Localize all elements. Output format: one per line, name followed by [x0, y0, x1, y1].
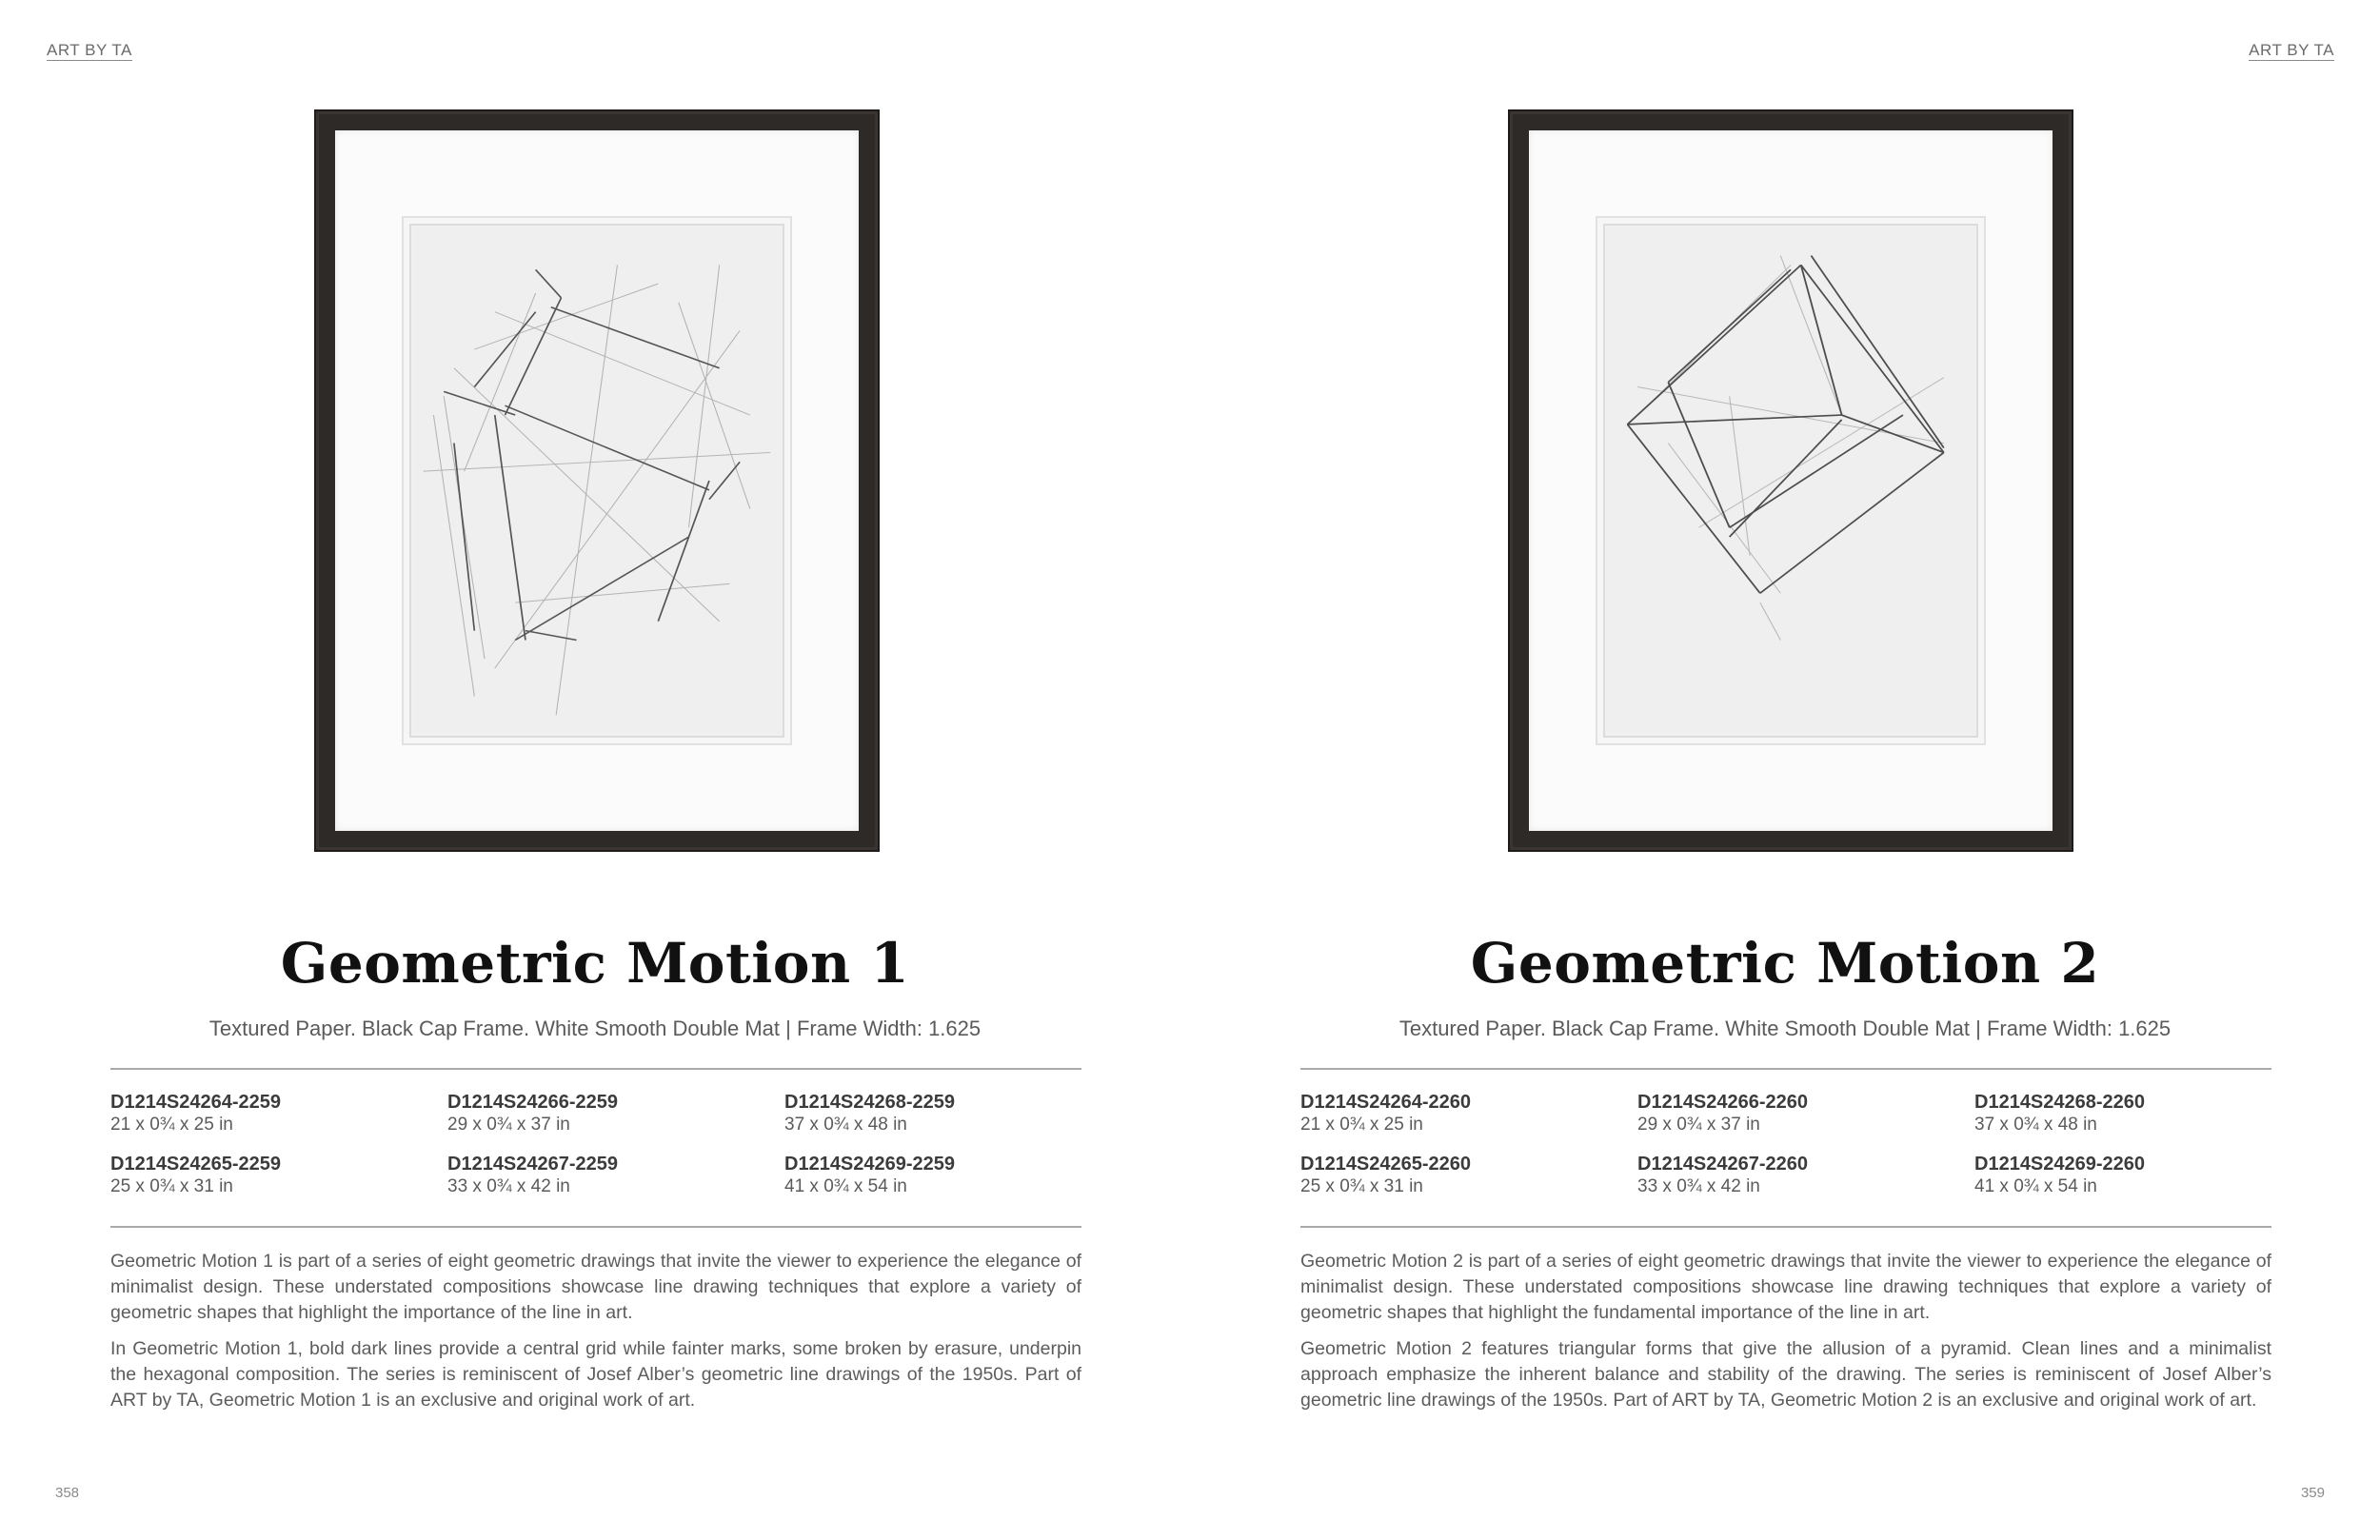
sku-size: 21 x 0¾ x 25 in: [1300, 1115, 1423, 1135]
sku-code: D1214S24267-2259: [447, 1154, 619, 1175]
sku-item: [110, 1091, 447, 1136]
sku-code: D1214S24265-2259: [110, 1154, 282, 1175]
artwork-outer-mat: [335, 130, 859, 831]
sku-size: 21 x 0¾ x 25 in: [110, 1115, 233, 1135]
sku-item: [1974, 1153, 2271, 1198]
product-description: [1300, 1249, 2271, 1424]
sku-size: 37 x 0¾ x 48 in: [1974, 1115, 2097, 1135]
product-title: Geometric Motion 1: [280, 931, 910, 996]
sku-code: D1214S24264-2260: [1300, 1092, 1472, 1113]
sku-code: D1214S24267-2260: [1637, 1154, 1809, 1175]
sku-size: 25 x 0¾ x 31 in: [110, 1176, 233, 1196]
sku-size: 33 x 0¾ x 42 in: [447, 1176, 570, 1196]
sku-item: [1637, 1153, 1974, 1198]
artwork-inner-mat: [402, 216, 792, 745]
pyramid-drawing-svg: [1607, 227, 1974, 734]
sku-size: 37 x 0¾ x 48 in: [784, 1115, 907, 1135]
pyramid-line-drawing: [1607, 227, 1974, 734]
divider: [1300, 1068, 2271, 1070]
sku-item: [1300, 1091, 1637, 1136]
divider: [110, 1226, 1081, 1228]
sku-size: 33 x 0¾ x 42 in: [1637, 1176, 1760, 1196]
sku-size: 25 x 0¾ x 31 in: [1300, 1176, 1423, 1196]
artwork-outer-mat: [1529, 130, 2053, 831]
framed-artwork-image: [314, 109, 880, 852]
description-paragraph: Geometric Motion 2 features triangular forms that give the allusion of a pyramid. Clean lines and a minimalist approach emphasize the inherent balance and stability of the drawing. The series is reminiscent of Josef Alber’s geometric line drawings of the 1950s. Part of ART by TA, Geometric Motion 2 is an exclusive and original work of art.: [1300, 1338, 2271, 1411]
sku-item: [110, 1153, 447, 1198]
sku-code: D1214S24269-2260: [1974, 1154, 2146, 1175]
description-paragraph: Geometric Motion 1 is part of a series of eight geometric drawings that invite the viewer to experience the elegance of minimalist design. These understated compositions showcase line drawing techniques that explore a variety of geometric shapes that highlight the importance of the line in art.: [110, 1251, 1081, 1323]
sku-list: [110, 1091, 1081, 1198]
sku-item: [1974, 1091, 2271, 1136]
sku-item: [447, 1091, 784, 1136]
sku-item: [784, 1091, 1081, 1136]
sku-item: [1300, 1153, 1637, 1198]
sku-code: D1214S24269-2259: [784, 1154, 956, 1175]
sku-code: D1214S24265-2260: [1300, 1154, 1472, 1175]
framed-artwork-image: [1508, 109, 2073, 852]
sku-code: D1214S24266-2260: [1637, 1092, 1809, 1113]
sku-size: 29 x 0¾ x 37 in: [1637, 1115, 1760, 1135]
sku-item: [1637, 1091, 1974, 1136]
sku-code: D1214S24264-2259: [110, 1092, 282, 1113]
hexagon-drawing-svg: [413, 227, 781, 734]
hexagon-line-drawing: [413, 227, 781, 734]
sku-item: [784, 1153, 1081, 1198]
sku-code: D1214S24268-2259: [784, 1092, 956, 1113]
product-title: Geometric Motion 2: [1470, 931, 2100, 996]
catalog-page-right: [1190, 0, 2380, 1540]
artwork-inner-mat: [1596, 216, 1986, 745]
sku-code: D1214S24266-2259: [447, 1092, 619, 1113]
divider: [1300, 1226, 2271, 1228]
sku-item: [447, 1153, 784, 1198]
page-number-left: 358: [55, 1485, 80, 1501]
product-materials: Textured Paper. Black Cap Frame. White Smooth Double Mat | Frame Width: 1.625: [1398, 1017, 2172, 1040]
divider: [110, 1068, 1081, 1070]
sku-size: 29 x 0¾ x 37 in: [447, 1115, 570, 1135]
page-number-right: 359: [2300, 1485, 2325, 1501]
sku-list: [1300, 1091, 2271, 1198]
brand-link-right[interactable]: ART BY TA: [2249, 41, 2334, 59]
product-description: [110, 1249, 1081, 1424]
sku-size: 41 x 0¾ x 54 in: [784, 1176, 907, 1196]
sku-size: 41 x 0¾ x 54 in: [1974, 1176, 2097, 1196]
product-materials: Textured Paper. Black Cap Frame. White Smooth Double Mat | Frame Width: 1.625: [208, 1017, 982, 1040]
sku-code: D1214S24268-2260: [1974, 1092, 2146, 1113]
description-paragraph: Geometric Motion 2 is part of a series of eight geometric drawings that invite the viewer to experience the elegance of minimalist design. These understated compositions showcase line drawing techniques that explore a variety of geometric shapes that highlight the fundamental importance of the line in art.: [1300, 1251, 2271, 1323]
brand-link-left[interactable]: ART BY TA: [47, 41, 132, 59]
description-paragraph: In Geometric Motion 1, bold dark lines provide a central grid while fainter marks, some broken by erasure, underpin the hexagonal composition. The series is reminiscent of Josef Alber’s geometric line drawings of the 1950s. Part of ART by TA, Geometric Motion 1 is an exclusive and original work of art.: [110, 1338, 1081, 1411]
